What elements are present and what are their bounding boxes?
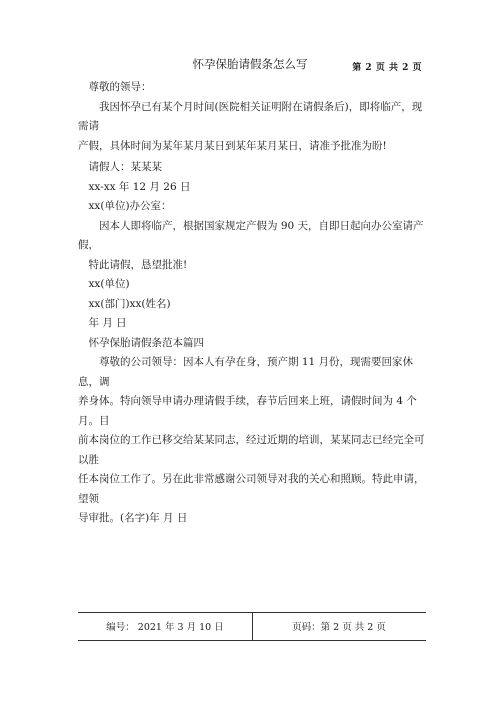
salutation: 尊敬的领导： [88,81,152,93]
document-body [78,78,426,529]
body-line: 产假，具体时间为某年某月某日到某年某月某日，请准予批准为盼! [78,139,387,152]
document-title: 怀孕保胎请假条怎么写 [192,57,308,71]
section-line: 前本岗位的工作已移交给某某同志，经过近期的培训，某某同志已经完全可以胜 [78,434,425,466]
section-heading: 怀孕保胎请假条范本篇四 [88,336,204,349]
request-date: xx-xx 年 12 月 26 日 [88,180,191,193]
signature-date: 年 月 日 [88,317,127,329]
section-line: 尊敬的公司领导：因本人有孕在身，预产期 11 月份，现需要回家休息，调 [78,356,414,388]
footer-number: 编号： 2021 年 3 月 10 日 [106,622,224,633]
signature-dept-name: xx(部门)xx(姓名) [88,297,171,310]
section-line: 任本岗位工作了。另在此非常感谢公司领导对我的关心和照顾。特此申请，望领 [78,473,425,505]
footer-bottom-rule [78,640,426,641]
section-line: 养身体。特向领导申请办理请假手续，春节后回来上班，请假时间为 4 个月。目 [78,395,417,427]
section-line: 导审批。(名字)年 月 日 [78,512,188,524]
recipient: xx(单位)办公室： [88,200,172,212]
applicant: 请假人：某某某 [88,161,162,173]
page-indicator: 第 2 页 共 2 页 [352,63,422,73]
body-line: 因本人即将临产，根据国家规定产假为 90 天，自即日起向办公室请产假， [78,219,424,251]
footer-page-number: 页码：第 2 页 共 2 页 [292,622,386,633]
body-line: 我因怀孕已有某个月时间(医院相关证明附在请假条后)，即将临产，现需请 [78,100,423,132]
body-line: 特此请假，恳望批准! [88,258,188,271]
signature-unit: xx(单位) [88,278,130,290]
